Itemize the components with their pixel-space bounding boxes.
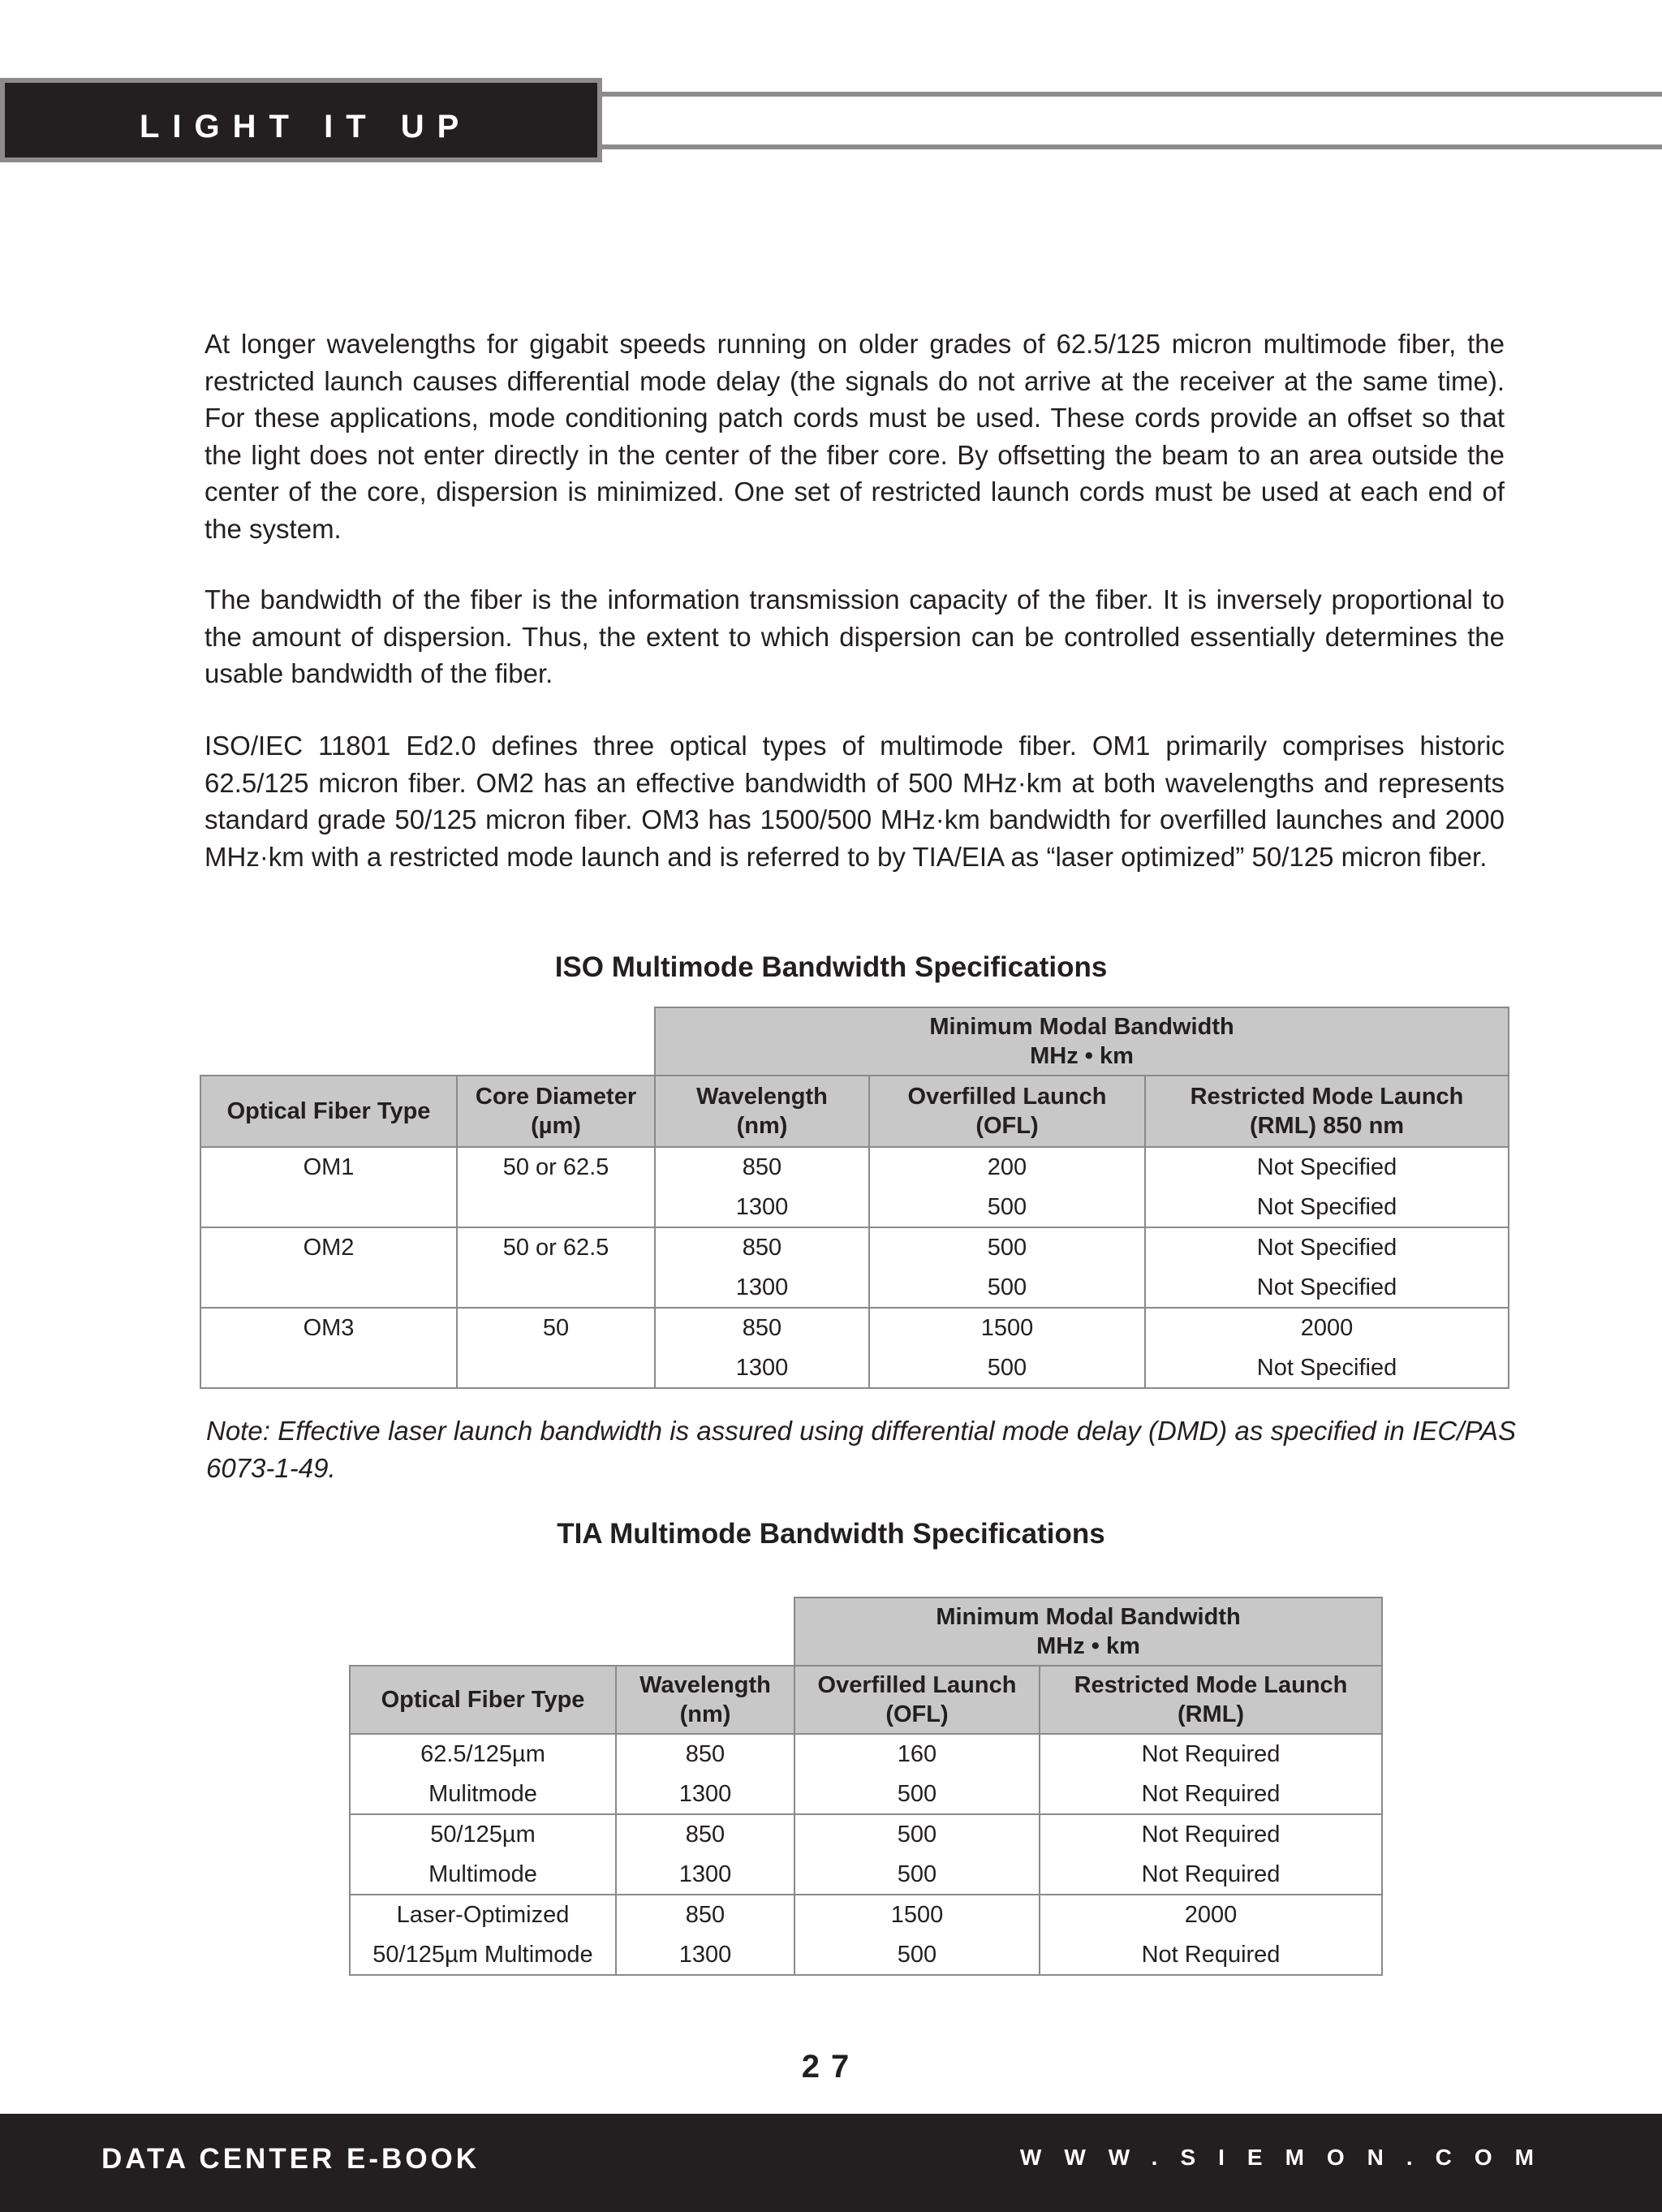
table-cell: 50 or 62.5	[457, 1227, 655, 1268]
table-row	[350, 1855, 1382, 1895]
table-row	[200, 1188, 1509, 1228]
header-title: LIGHT IT UP	[140, 109, 472, 144]
paragraph-mode-conditioning: At longer wavelengths for gigabit speeds running on older grades of 62.5/125 micron multimode fiber, the restricted launch causes differential mode delay (the signals do not arrive at the receiver at the same time). For these applications, mode conditioning patch cords must be used. These cords provide an offset so that the light does not enter directly in the center of the fiber core. By offsetting the beam to an area outside the center of the core, dispersion is minimized. One set of restricted launch cords must be used at each end of the system.	[205, 329, 1505, 544]
table-cell: 500	[869, 1188, 1145, 1228]
table-cell: 1300	[616, 1855, 794, 1895]
tia-col-header: Overfilled Launch (OFL)	[794, 1666, 1040, 1734]
table-cell: 850	[655, 1147, 869, 1188]
footer-ebook-label: DATA CENTER E-BOOK	[101, 2143, 480, 2175]
table-cell: 850	[616, 1734, 794, 1774]
table-row	[200, 1308, 1509, 1348]
table-cell: 2000	[1145, 1308, 1509, 1348]
table-cell: OM2	[200, 1227, 457, 1268]
table-cell: 850	[655, 1227, 869, 1268]
table-cell: 50/125µm Multimode	[350, 1935, 616, 1976]
table-row	[350, 1734, 1382, 1774]
table-cell: 850	[616, 1814, 794, 1855]
table-cell: Multimode	[350, 1855, 616, 1895]
table-cell: Not Specified	[1145, 1188, 1509, 1228]
table-row	[350, 1935, 1382, 1976]
iso-group-header: Minimum Modal Bandwidth MHz • km	[655, 1007, 1509, 1076]
table-note: Note: Effective laser launch bandwidth is assured using differential mode delay (DMD) as specified in IEC/PAS 6073-1-49.	[206, 1416, 1516, 1483]
tia-bandwidth-table	[349, 1597, 1383, 1976]
table-cell: 500	[869, 1227, 1145, 1268]
table-row	[200, 1268, 1509, 1309]
table-cell: Not Specified	[1145, 1348, 1509, 1389]
table-cell: 50	[457, 1308, 655, 1348]
iso-col-header: Overfilled Launch (OFL)	[869, 1076, 1145, 1147]
table-row	[200, 1348, 1509, 1389]
footer-bar	[0, 2114, 1662, 2212]
table-cell: Not Required	[1040, 1734, 1382, 1774]
table-row	[350, 1895, 1382, 1935]
table-cell: 50/125µm	[350, 1814, 616, 1855]
iso-col-header: Optical Fiber Type	[200, 1076, 457, 1147]
tia-col-header: Restricted Mode Launch (RML)	[1040, 1666, 1382, 1734]
table-cell	[457, 1348, 655, 1389]
paragraph-iso-types: ISO/IEC 11801 Ed2.0 defines three optical types of multimode fiber. OM1 primarily comprises historic 62.5/125 micron fiber. OM2 has an effective bandwidth of 500 MHz·km at both wavelengths and represents standard grade 50/125 micron fiber. OM3 has 1500/500 MHz·km bandwidth for overfilled launches and 2000 MHz·km with a restricted mode launch and is referred to by TIA/EIA as “laser optimized” 50/125 micron fiber.	[205, 731, 1505, 872]
table-row	[200, 1227, 1509, 1268]
table-cell: 1300	[616, 1935, 794, 1976]
iso-table-title: ISO Multimode Bandwidth Specifications	[554, 951, 1108, 983]
iso-col-header: Restricted Mode Launch (RML) 850 nm	[1145, 1076, 1509, 1147]
table-cell: Not Specified	[1145, 1147, 1509, 1188]
table-cell: 500	[869, 1348, 1145, 1389]
table-cell	[457, 1188, 655, 1228]
table-cell: Not Required	[1040, 1855, 1382, 1895]
iso-bandwidth-table	[200, 1007, 1509, 1389]
table-cell: OM1	[200, 1147, 457, 1188]
table-cell: Not Specified	[1145, 1227, 1509, 1268]
table-row	[350, 1814, 1382, 1855]
page-number: 27	[801, 2049, 861, 2085]
table-cell: 50 or 62.5	[457, 1147, 655, 1188]
tia-table-title: TIA Multimode Bandwidth Specifications	[557, 1518, 1105, 1550]
table-row	[350, 1774, 1382, 1815]
header-rule-bottom	[602, 144, 1662, 149]
tia-group-header: Minimum Modal Bandwidth MHz • km	[794, 1598, 1382, 1666]
table-cell: 200	[869, 1147, 1145, 1188]
table-cell: 160	[794, 1734, 1040, 1774]
table-cell: 1300	[616, 1774, 794, 1815]
table-cell	[200, 1188, 457, 1228]
table-cell: Mulitmode	[350, 1774, 616, 1815]
table-cell: 500	[794, 1855, 1040, 1895]
footer-website-link[interactable]: WWW.SIEMON.COM	[1019, 2145, 1557, 2170]
table-cell	[457, 1268, 655, 1309]
iso-col-header: Core Diameter (µm)	[457, 1076, 655, 1147]
tia-col-header: Wavelength (nm)	[616, 1666, 794, 1734]
table-cell	[200, 1268, 457, 1309]
header-rule-top	[602, 92, 1662, 97]
table-cell: Not Required	[1040, 1774, 1382, 1815]
table-cell: Not Required	[1040, 1814, 1382, 1855]
table-cell: 500	[794, 1935, 1040, 1976]
header-banner	[0, 78, 602, 162]
table-cell: Not Specified	[1145, 1268, 1509, 1309]
table-cell: 500	[869, 1268, 1145, 1309]
table-cell: 1300	[655, 1268, 869, 1309]
table-row	[200, 1147, 1509, 1188]
tia-col-header: Optical Fiber Type	[350, 1666, 616, 1734]
table-cell: 1500	[869, 1308, 1145, 1348]
table-cell: OM3	[200, 1308, 457, 1348]
table-cell: 1500	[794, 1895, 1040, 1935]
table-cell: Laser-Optimized	[350, 1895, 616, 1935]
table-cell: 850	[616, 1895, 794, 1935]
table-cell: 62.5/125µm	[350, 1734, 616, 1774]
iso-col-header: Wavelength (nm)	[655, 1076, 869, 1147]
table-cell: Not Required	[1040, 1935, 1382, 1976]
table-cell: 500	[794, 1814, 1040, 1855]
table-cell: 2000	[1040, 1895, 1382, 1935]
table-cell	[200, 1348, 457, 1389]
table-cell: 1300	[655, 1188, 869, 1228]
paragraph-bandwidth: The bandwidth of the fiber is the information transmission capacity of the fiber. It is inversely proportional to the amount of dispersion. Thus, the extent to which dispersion can be controlled essentially determines the usable bandwidth of the fiber.	[205, 584, 1505, 688]
table-cell: 1300	[655, 1348, 869, 1389]
table-cell: 850	[655, 1308, 869, 1348]
table-cell: 500	[794, 1774, 1040, 1815]
